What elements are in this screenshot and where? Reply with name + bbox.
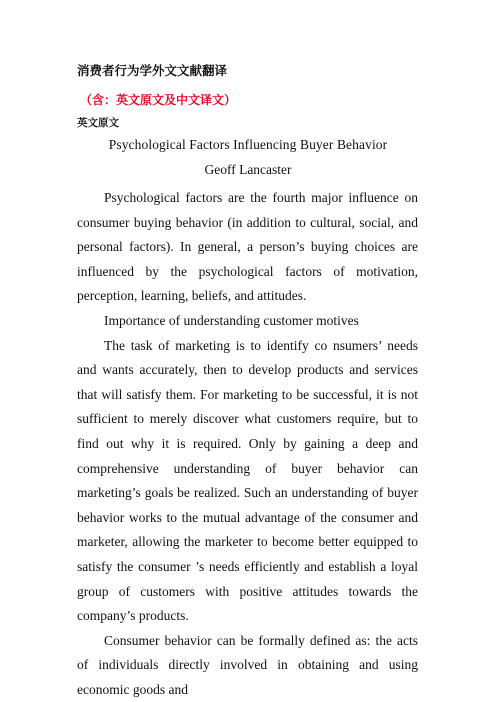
document-subheader: （含：英文原文及中文译文） xyxy=(80,93,237,107)
section-label: 英文原文 xyxy=(77,117,119,129)
article-title: Psychological Factors Influencing Buyer Behavior xyxy=(108,137,388,152)
article-author: Geoff Lancaster xyxy=(204,162,292,177)
document-header: 消费者行为学外文文献翻译 xyxy=(77,63,228,78)
paragraph-heading: Importance of understanding customer motives xyxy=(104,312,359,328)
paragraph: Psychological factors are the fourth major influence on consumer buying behavior (in addition to cultural, social, and personal factors). In general, a person’s buying choices are influenced by the psychological factors of motivation, perception, learning, beliefs, and attitudes. xyxy=(77,190,418,304)
paragraph: The task of marketing is to identify co nsumers’ needs and wants accurately, then to develop products and services that will satisfy them. For marketing to be successful, it is not sufficient to merely discover what customers require, but to find out why it is required. Only by gaining a deep and comprehensive understanding of buyer behavior can marketing’s goals be realized. Such an understanding of buyer behavior works to the mutual advantage of the consumer and marketer, allowing the marketer to become better equipped to satisfy the consumer ’s needs efficiently and establish a loyal group of customers with positive attitudes towards the company’s products. xyxy=(77,337,418,624)
paragraph: Consumer behavior can be formally defined as: the acts of individuals directly involved in obtaining and using economic goods and xyxy=(77,632,418,697)
article-body xyxy=(77,186,418,702)
